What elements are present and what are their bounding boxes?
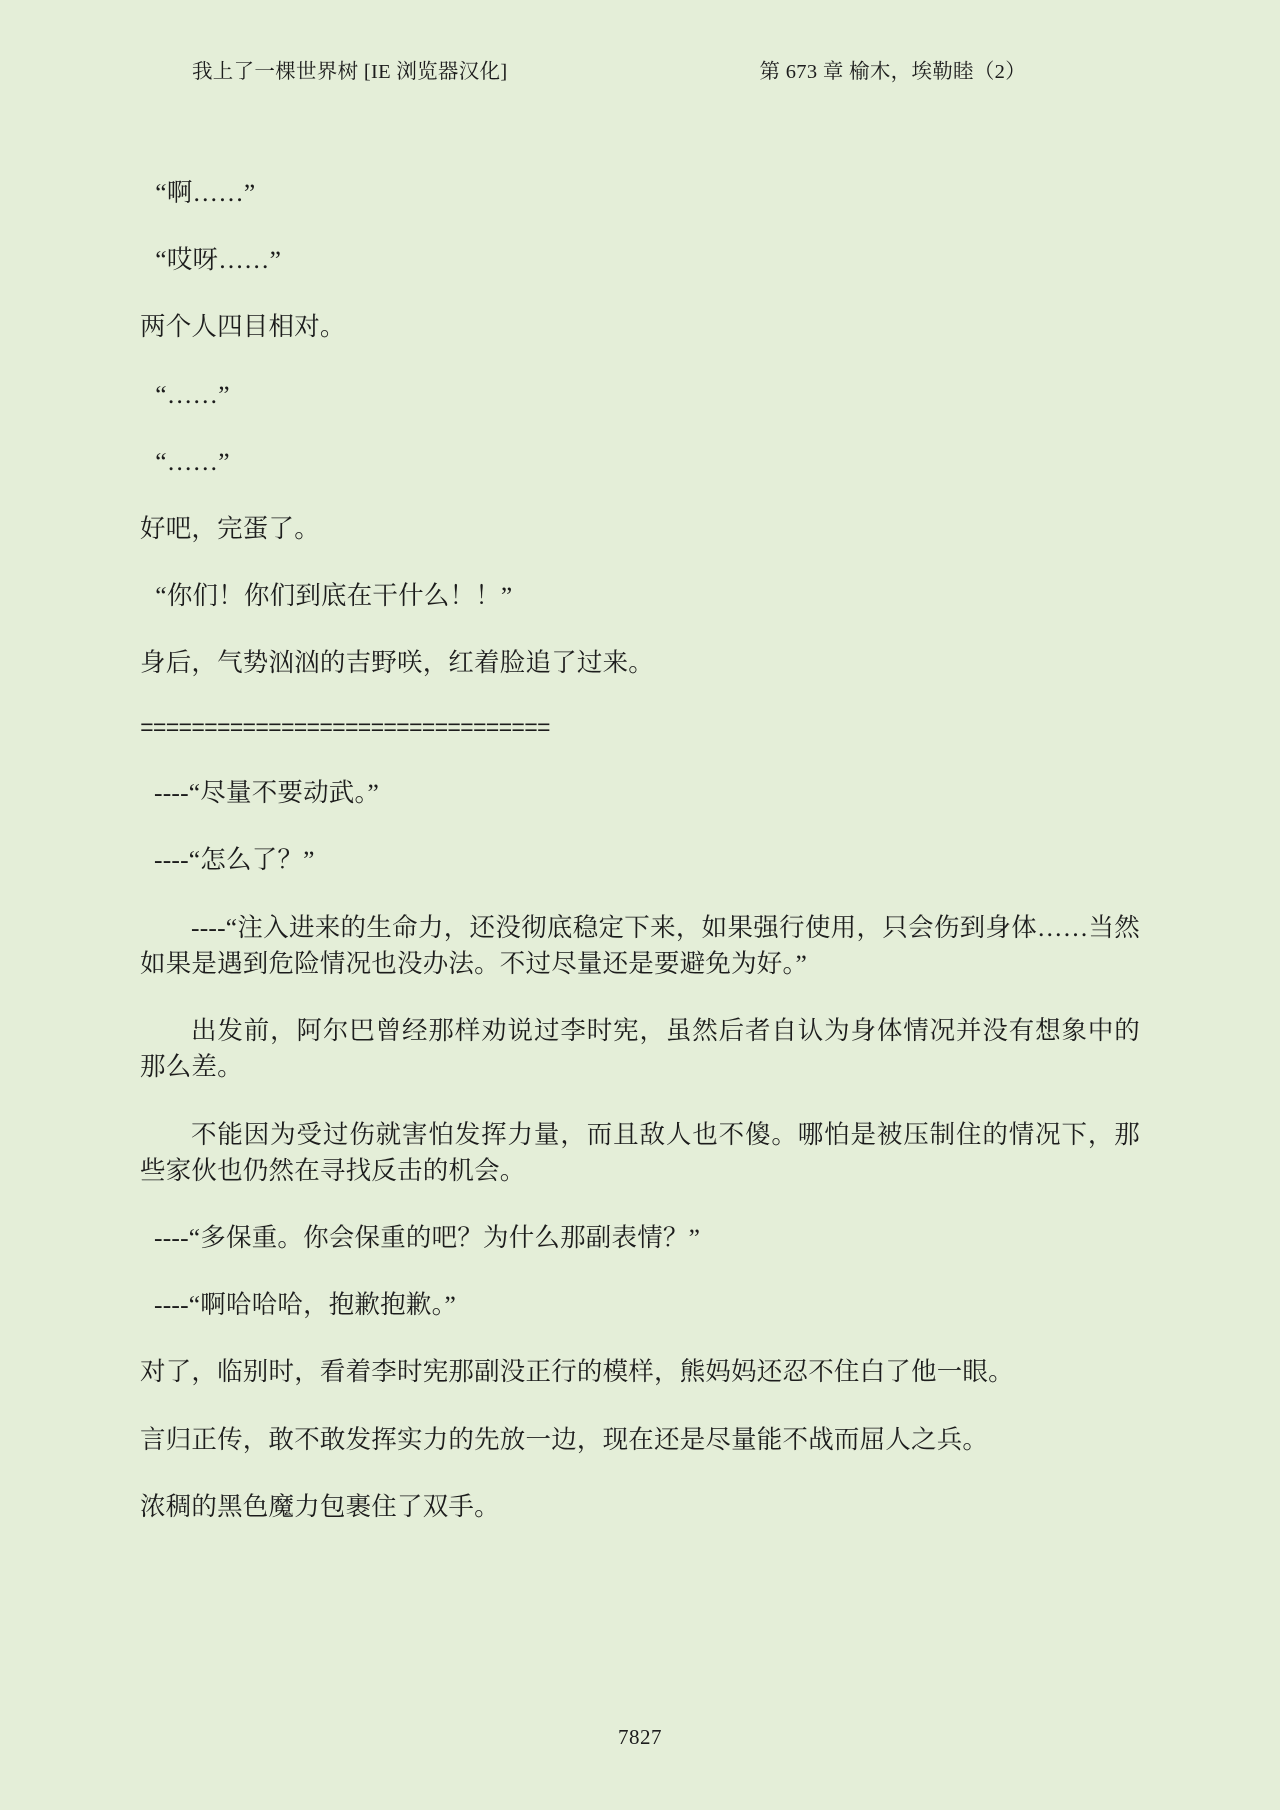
body-paragraph: 两个人四目相对。 [140,312,346,342]
page-content [140,175,1140,1556]
header-chapter-title: 第 673 章 榆木，埃勒睦（2） [759,61,1026,83]
body-paragraph: 言归正传，敢不敢发挥实力的先放一边，现在还是尽量能不战而屈人之兵。 [140,1424,989,1454]
body-paragraph: “啊……” [155,178,256,207]
body-paragraph: ----“尽量不要动武。” [154,778,379,808]
body-paragraph: “哎呀……” [155,245,282,275]
page-number: 7827 [618,1725,662,1749]
body-paragraph: 不能因为受过伤就害怕发挥力量，而且敌人也不傻。哪怕是被压制住的情况下，那些家伙也仍然在寻找反击的机会。 [140,1119,1140,1185]
section-divider: ================================ [140,715,550,742]
body-paragraph: 浓稠的黑色魔力包裹住了双手。 [140,1491,500,1521]
body-paragraph: 对了，临别时，看着李时宪那副没正行的模样，熊妈妈还忍不住白了他一眼。 [140,1357,1014,1387]
body-paragraph: 身后，气势汹汹的吉野咲，红着脸追了过来。 [140,648,655,678]
body-paragraph: 出发前，阿尔巴曾经那样劝说过李时宪，虽然后者自认为身体情况并没有想象中的那么差。 [140,1016,1140,1082]
body-paragraph: ----“怎么了？” [154,845,315,875]
page-header [192,54,1088,84]
header-book-title: 我上了一棵世界树 [IE 浏览器汉化] [192,61,508,83]
body-paragraph: ----“多保重。你会保重的吧？为什么那副表情？” [154,1222,701,1252]
body-paragraph: “……” [155,379,230,409]
body-paragraph: ----“注入进来的生命力，还没彻底稳定下来，如果强行使用，只会伤到身体……当然如果是遇到危险情况也没办法。不过尽量还是要避免为好。” [140,912,1140,978]
page-footer [0,1725,1280,1750]
body-paragraph: ----“啊哈哈哈，抱歉抱歉。” [154,1290,457,1320]
body-paragraph: “你们！你们到底在干什么！！” [155,581,513,611]
body-paragraph: “……” [155,446,230,476]
body-paragraph: 好吧，完蛋了。 [140,514,320,544]
